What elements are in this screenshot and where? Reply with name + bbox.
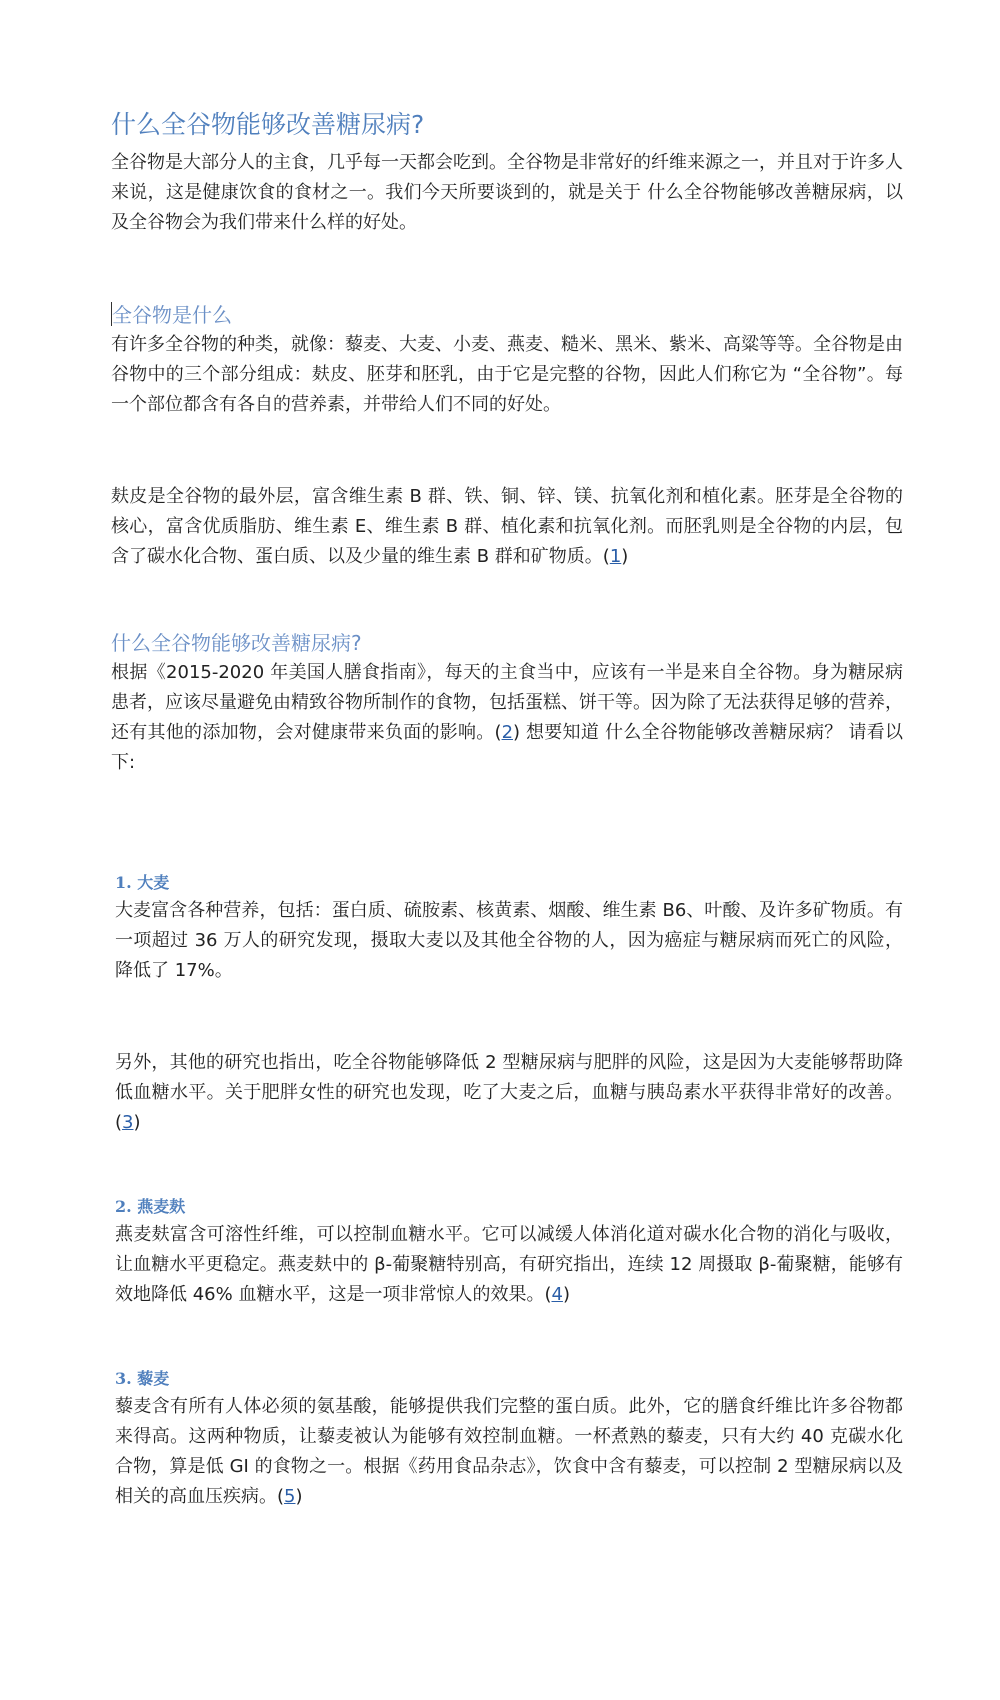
paragraph-text: 藜麦含有所有人体必须的氨基酸，能够提供我们完整的蛋白质。此外，它的膳食纤维比许多谷物都来得高。这两种物质，让藜麦被认为能够有效控制血糖。一杯煮熟的藜麦，只有大约 40 克碳水化合物，算是低 GI 的食物之一。根据《药用食品杂志》，饮食中含有藜麦，可以控制 2 型糖尿病以及相关的高血压疾病。( [115,1396,903,1507]
spacer [111,238,903,300]
reference-link-4[interactable]: 4 [551,1284,563,1305]
paragraph-text-end: ) [295,1486,303,1507]
paragraph-text: 另外，其他的研究也指出，吃全谷物能够降低 2 型糖尿病与肥胖的风险，这是因为大麦能够帮助降低血糖水平。关于肥胖女性的研究也发现，吃了大麦之后，血糖与胰岛素水平获得非常好的改善。( [115,1052,903,1133]
whole-grain-types-paragraph: 有许多全谷物的种类，就像：藜麦、大麦、小麦、燕麦、糙米、黑米、紫米、高粱等等。全谷物是由谷物中的三个部分组成：麸皮、胚芽和胚乳，由于它是完整的谷物，因此人们称它为 “全谷物”。每一个部位都含有各自的营养素，并带给人们不同的好处。 [111,334,903,415]
paragraph-text-end: ) [621,546,629,567]
reference-link-2[interactable]: 2 [501,722,514,743]
spacer [111,1138,903,1194]
item-heading-barley: 1. 大麦 [115,873,170,892]
oat-bran-paragraph [115,1220,903,1310]
item-oat-bran [111,1194,903,1310]
spacer [111,1310,903,1366]
spacer [111,572,903,628]
item-barley [111,870,903,1138]
spacer [111,420,903,482]
item-heading-oat-bran: 2. 燕麦麸 [115,1197,186,1216]
spacer [111,778,903,870]
paragraph-text: 根据《2015-2020 年美国人膳食指南》，每天的主食当中，应该有一半是来自全谷物。身为糖尿病患者，应该尽量避免由精致谷物所制作的食物，包括蛋糕、饼干等。因为除了无法获得足够的营养，还有其他的添加物，会对健康带来负面的影响。( [111,662,903,743]
section-heading-which-grains: 什么全谷物能够改善糖尿病? [111,631,362,655]
reference-link-5[interactable]: 5 [284,1486,296,1507]
paragraph-text: 麸皮是全谷物的最外层，富含维生素 B 群、铁、铜、锌、镁、抗氧化剂和植化素。胚芽是全谷物的核心，富含优质脂肪、维生素 E、维生素 B 群、植化素和抗氧化剂。而胚乳则是全谷物的内层，包含了碳水化合物、蛋白质、以及少量的维生素 B 群和矿物质。( [111,486,903,567]
barley-paragraph-2 [115,1048,903,1138]
paragraph-text-end: ) [133,1112,141,1133]
reference-link-1[interactable]: 1 [609,546,622,567]
section-heading-what-is-whole-grain[interactable] [111,300,903,330]
quinoa-paragraph [115,1392,903,1512]
dietary-guidelines-paragraph [111,658,903,778]
item-heading-quinoa: 3. 藜麦 [115,1369,170,1388]
reference-link-3[interactable]: 3 [122,1112,134,1133]
spacer [115,986,903,1048]
barley-paragraph-1: 大麦富含各种营养，包括：蛋白质、硫胺素、核黄素、烟酸、维生素 B6、叶酸、及许多矿物质。有一项超过 36 万人的研究发现，摄取大麦以及其他全谷物的人，因为癌症与糖尿病而死亡的风险，降低了 17%。 [115,900,903,981]
paragraph-text: 燕麦麸富含可溶性纤维，可以控制血糖水平。它可以减缓人体消化道对碳水化合物的消化与吸收，让血糖水平更稳定。燕麦麸中的 β-葡聚糖特别高，有研究指出，连续 12 周摄取 β-葡聚糖，能够有效地降低 46% 血糖水平，这是一项非常惊人的效果。( [115,1224,903,1305]
document-page [111,108,903,1512]
paragraph-text-end: ) 想要知道 什么全谷物能够改善糖尿病？ 请看以下: [111,722,903,773]
paragraph-text-end: ) [562,1284,570,1305]
section-heading-text: 全谷物是什么 [112,303,232,327]
item-quinoa [111,1366,903,1512]
intro-paragraph: 全谷物是大部分人的主食，几乎每一天都会吃到。全谷物是非常好的纤维来源之一，并且对于许多人来说，这是健康饮食的食材之一。我们今天所要谈到的，就是关于 什么全谷物能够改善糖尿病，以及全谷物会为我们带来什么样的好处。 [111,152,903,233]
article-title: 什么全谷物能够改善糖尿病? [111,110,425,139]
bran-germ-endosperm-paragraph [111,482,903,572]
